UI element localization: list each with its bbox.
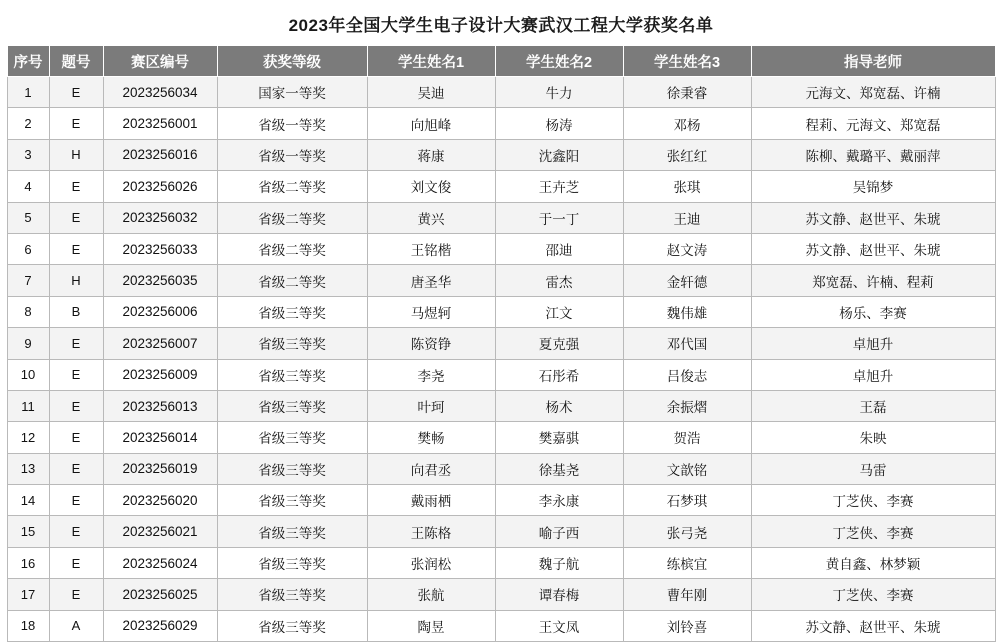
cell-topic: E — [49, 453, 103, 484]
cell-student-3: 吕俊志 — [623, 359, 751, 390]
cell-award-level: 省级三等奖 — [217, 359, 367, 390]
cell-region-code: 2023256021 — [103, 516, 217, 547]
cell-award-level: 省级二等奖 — [217, 202, 367, 233]
cell-index: 2 — [7, 108, 49, 139]
cell-student-1: 黄兴 — [367, 202, 495, 233]
cell-index: 16 — [7, 547, 49, 578]
cell-topic: E — [49, 547, 103, 578]
cell-student-2: 喻子西 — [495, 516, 623, 547]
cell-student-3: 余振熠 — [623, 390, 751, 421]
column-header-student-1: 学生姓名1 — [367, 46, 495, 77]
table-row — [7, 233, 995, 264]
cell-index: 12 — [7, 422, 49, 453]
cell-advisors: 马雷 — [751, 453, 995, 484]
cell-student-2: 李永康 — [495, 485, 623, 516]
cell-student-2: 谭春梅 — [495, 579, 623, 610]
table-row — [7, 547, 995, 578]
cell-student-2: 江文 — [495, 296, 623, 327]
column-header-award-level: 获奖等级 — [217, 46, 367, 77]
cell-advisors: 吴锦梦 — [751, 171, 995, 202]
cell-student-2: 杨术 — [495, 390, 623, 421]
cell-student-2: 魏子航 — [495, 547, 623, 578]
cell-topic: E — [49, 485, 103, 516]
cell-advisors: 元海文、郑宽磊、许楠 — [751, 77, 995, 108]
table-row — [7, 359, 995, 390]
cell-student-3: 张琪 — [623, 171, 751, 202]
cell-student-2: 杨涛 — [495, 108, 623, 139]
cell-index: 11 — [7, 390, 49, 421]
cell-student-1: 张润松 — [367, 547, 495, 578]
column-header-student-3: 学生姓名3 — [623, 46, 751, 77]
cell-student-2: 于一丁 — [495, 202, 623, 233]
cell-advisors: 苏文静、赵世平、朱琥 — [751, 233, 995, 264]
cell-student-1: 戴雨栖 — [367, 485, 495, 516]
cell-student-3: 张红红 — [623, 139, 751, 170]
cell-advisors: 卓旭升 — [751, 328, 995, 359]
cell-advisors: 郑宽磊、许楠、程莉 — [751, 265, 995, 296]
cell-award-level: 省级三等奖 — [217, 547, 367, 578]
cell-student-3: 邓杨 — [623, 108, 751, 139]
table-row — [7, 171, 995, 202]
column-header-index: 序号 — [7, 46, 49, 77]
cell-region-code: 2023256016 — [103, 139, 217, 170]
cell-region-code: 2023256006 — [103, 296, 217, 327]
table-row — [7, 453, 995, 484]
cell-student-3: 贺浩 — [623, 422, 751, 453]
cell-award-level: 省级三等奖 — [217, 579, 367, 610]
cell-topic: E — [49, 171, 103, 202]
cell-student-1: 唐圣华 — [367, 265, 495, 296]
column-header-region-code: 赛区编号 — [103, 46, 217, 77]
cell-student-2: 徐基尧 — [495, 453, 623, 484]
cell-region-code: 2023256009 — [103, 359, 217, 390]
cell-award-level: 省级三等奖 — [217, 422, 367, 453]
cell-region-code: 2023256033 — [103, 233, 217, 264]
cell-award-level: 省级三等奖 — [217, 296, 367, 327]
cell-advisors: 卓旭升 — [751, 359, 995, 390]
cell-index: 4 — [7, 171, 49, 202]
table-row — [7, 422, 995, 453]
cell-advisors: 丁芝侠、李赛 — [751, 485, 995, 516]
cell-index: 14 — [7, 485, 49, 516]
cell-award-level: 省级三等奖 — [217, 516, 367, 547]
cell-topic: E — [49, 422, 103, 453]
table-row — [7, 265, 995, 296]
cell-student-2: 邵迪 — [495, 233, 623, 264]
cell-topic: E — [49, 328, 103, 359]
cell-student-2: 王卉芝 — [495, 171, 623, 202]
cell-advisors: 丁芝侠、李赛 — [751, 516, 995, 547]
cell-region-code: 2023256034 — [103, 77, 217, 108]
table-body — [7, 77, 995, 642]
cell-advisors: 杨乐、李赛 — [751, 296, 995, 327]
cell-award-level: 省级二等奖 — [217, 265, 367, 296]
table-row — [7, 579, 995, 610]
cell-region-code: 2023256024 — [103, 547, 217, 578]
cell-student-3: 金轩德 — [623, 265, 751, 296]
cell-student-3: 石梦琪 — [623, 485, 751, 516]
cell-index: 9 — [7, 328, 49, 359]
column-header-advisors: 指导老师 — [751, 46, 995, 77]
cell-student-1: 陈资铮 — [367, 328, 495, 359]
cell-topic: E — [49, 516, 103, 547]
cell-region-code: 2023256001 — [103, 108, 217, 139]
cell-student-3: 练槟宜 — [623, 547, 751, 578]
cell-student-1: 樊畅 — [367, 422, 495, 453]
cell-advisors: 朱映 — [751, 422, 995, 453]
table-row — [7, 610, 995, 641]
cell-student-1: 向君丞 — [367, 453, 495, 484]
cell-topic: E — [49, 202, 103, 233]
table-row — [7, 516, 995, 547]
cell-index: 18 — [7, 610, 49, 641]
cell-award-level: 省级三等奖 — [217, 390, 367, 421]
cell-student-3: 魏伟雄 — [623, 296, 751, 327]
cell-topic: E — [49, 233, 103, 264]
cell-student-1: 向旭峰 — [367, 108, 495, 139]
table-row — [7, 485, 995, 516]
cell-index: 17 — [7, 579, 49, 610]
cell-index: 8 — [7, 296, 49, 327]
table-row — [7, 328, 995, 359]
cell-student-1: 吴迪 — [367, 77, 495, 108]
cell-region-code: 2023256035 — [103, 265, 217, 296]
cell-student-2: 沈鑫阳 — [495, 139, 623, 170]
cell-student-1: 王铭楷 — [367, 233, 495, 264]
cell-topic: E — [49, 359, 103, 390]
cell-student-1: 蒋康 — [367, 139, 495, 170]
cell-award-level: 省级一等奖 — [217, 108, 367, 139]
table-row — [7, 77, 995, 108]
cell-award-level: 省级三等奖 — [217, 328, 367, 359]
cell-student-3: 文歆铭 — [623, 453, 751, 484]
cell-student-3: 王迪 — [623, 202, 751, 233]
cell-student-3: 徐秉睿 — [623, 77, 751, 108]
cell-advisors: 丁芝侠、李赛 — [751, 579, 995, 610]
cell-student-1: 张航 — [367, 579, 495, 610]
cell-student-1: 王陈格 — [367, 516, 495, 547]
cell-student-3: 曹年刚 — [623, 579, 751, 610]
cell-topic: E — [49, 108, 103, 139]
table-row — [7, 390, 995, 421]
cell-region-code: 2023256032 — [103, 202, 217, 233]
page-title: 2023年全国大学生电子设计大赛武汉工程大学获奖名单 — [288, 16, 714, 35]
cell-award-level: 省级三等奖 — [217, 485, 367, 516]
cell-advisors: 陈柳、戴璐平、戴丽萍 — [751, 139, 995, 170]
cell-index: 13 — [7, 453, 49, 484]
column-header-student-2: 学生姓名2 — [495, 46, 623, 77]
cell-student-1: 陶昱 — [367, 610, 495, 641]
cell-region-code: 2023256026 — [103, 171, 217, 202]
cell-topic: E — [49, 579, 103, 610]
table-row — [7, 296, 995, 327]
cell-student-1: 叶珂 — [367, 390, 495, 421]
award-list-table — [7, 45, 996, 642]
cell-topic: H — [49, 139, 103, 170]
cell-topic: E — [49, 390, 103, 421]
cell-student-3: 张弓尧 — [623, 516, 751, 547]
cell-student-3: 赵文涛 — [623, 233, 751, 264]
cell-region-code: 2023256007 — [103, 328, 217, 359]
cell-region-code: 2023256019 — [103, 453, 217, 484]
cell-topic: E — [49, 77, 103, 108]
cell-advisors: 王磊 — [751, 390, 995, 421]
cell-index: 3 — [7, 139, 49, 170]
table-row — [7, 202, 995, 233]
cell-student-2: 夏克强 — [495, 328, 623, 359]
table-header — [7, 46, 995, 77]
cell-topic: A — [49, 610, 103, 641]
cell-region-code: 2023256025 — [103, 579, 217, 610]
cell-topic: H — [49, 265, 103, 296]
cell-index: 1 — [7, 77, 49, 108]
cell-index: 6 — [7, 233, 49, 264]
cell-award-level: 省级二等奖 — [217, 233, 367, 264]
cell-student-1: 马煜轲 — [367, 296, 495, 327]
column-header-topic: 题号 — [49, 46, 103, 77]
cell-award-level: 国家一等奖 — [217, 77, 367, 108]
cell-student-1: 李尧 — [367, 359, 495, 390]
cell-region-code: 2023256029 — [103, 610, 217, 641]
table-row — [7, 108, 995, 139]
cell-award-level: 省级一等奖 — [217, 139, 367, 170]
cell-index: 10 — [7, 359, 49, 390]
cell-award-level: 省级三等奖 — [217, 453, 367, 484]
cell-award-level: 省级二等奖 — [217, 171, 367, 202]
cell-advisors: 程莉、元海文、郑宽磊 — [751, 108, 995, 139]
cell-student-3: 邓代国 — [623, 328, 751, 359]
cell-advisors: 苏文静、赵世平、朱琥 — [751, 202, 995, 233]
cell-index: 7 — [7, 265, 49, 296]
table-header-row — [7, 46, 995, 77]
cell-advisors: 黄自鑫、林梦颖 — [751, 547, 995, 578]
table-row — [7, 139, 995, 170]
cell-student-2: 王文凤 — [495, 610, 623, 641]
cell-advisors: 苏文静、赵世平、朱琥 — [751, 610, 995, 641]
cell-award-level: 省级三等奖 — [217, 610, 367, 641]
cell-region-code: 2023256013 — [103, 390, 217, 421]
cell-student-3: 刘铃喜 — [623, 610, 751, 641]
cell-index: 5 — [7, 202, 49, 233]
cell-region-code: 2023256014 — [103, 422, 217, 453]
cell-topic: B — [49, 296, 103, 327]
cell-student-2: 牛力 — [495, 77, 623, 108]
cell-student-1: 刘文俊 — [367, 171, 495, 202]
cell-student-2: 樊嘉骐 — [495, 422, 623, 453]
cell-student-2: 石彤希 — [495, 359, 623, 390]
cell-region-code: 2023256020 — [103, 485, 217, 516]
cell-student-2: 雷杰 — [495, 265, 623, 296]
cell-index: 15 — [7, 516, 49, 547]
